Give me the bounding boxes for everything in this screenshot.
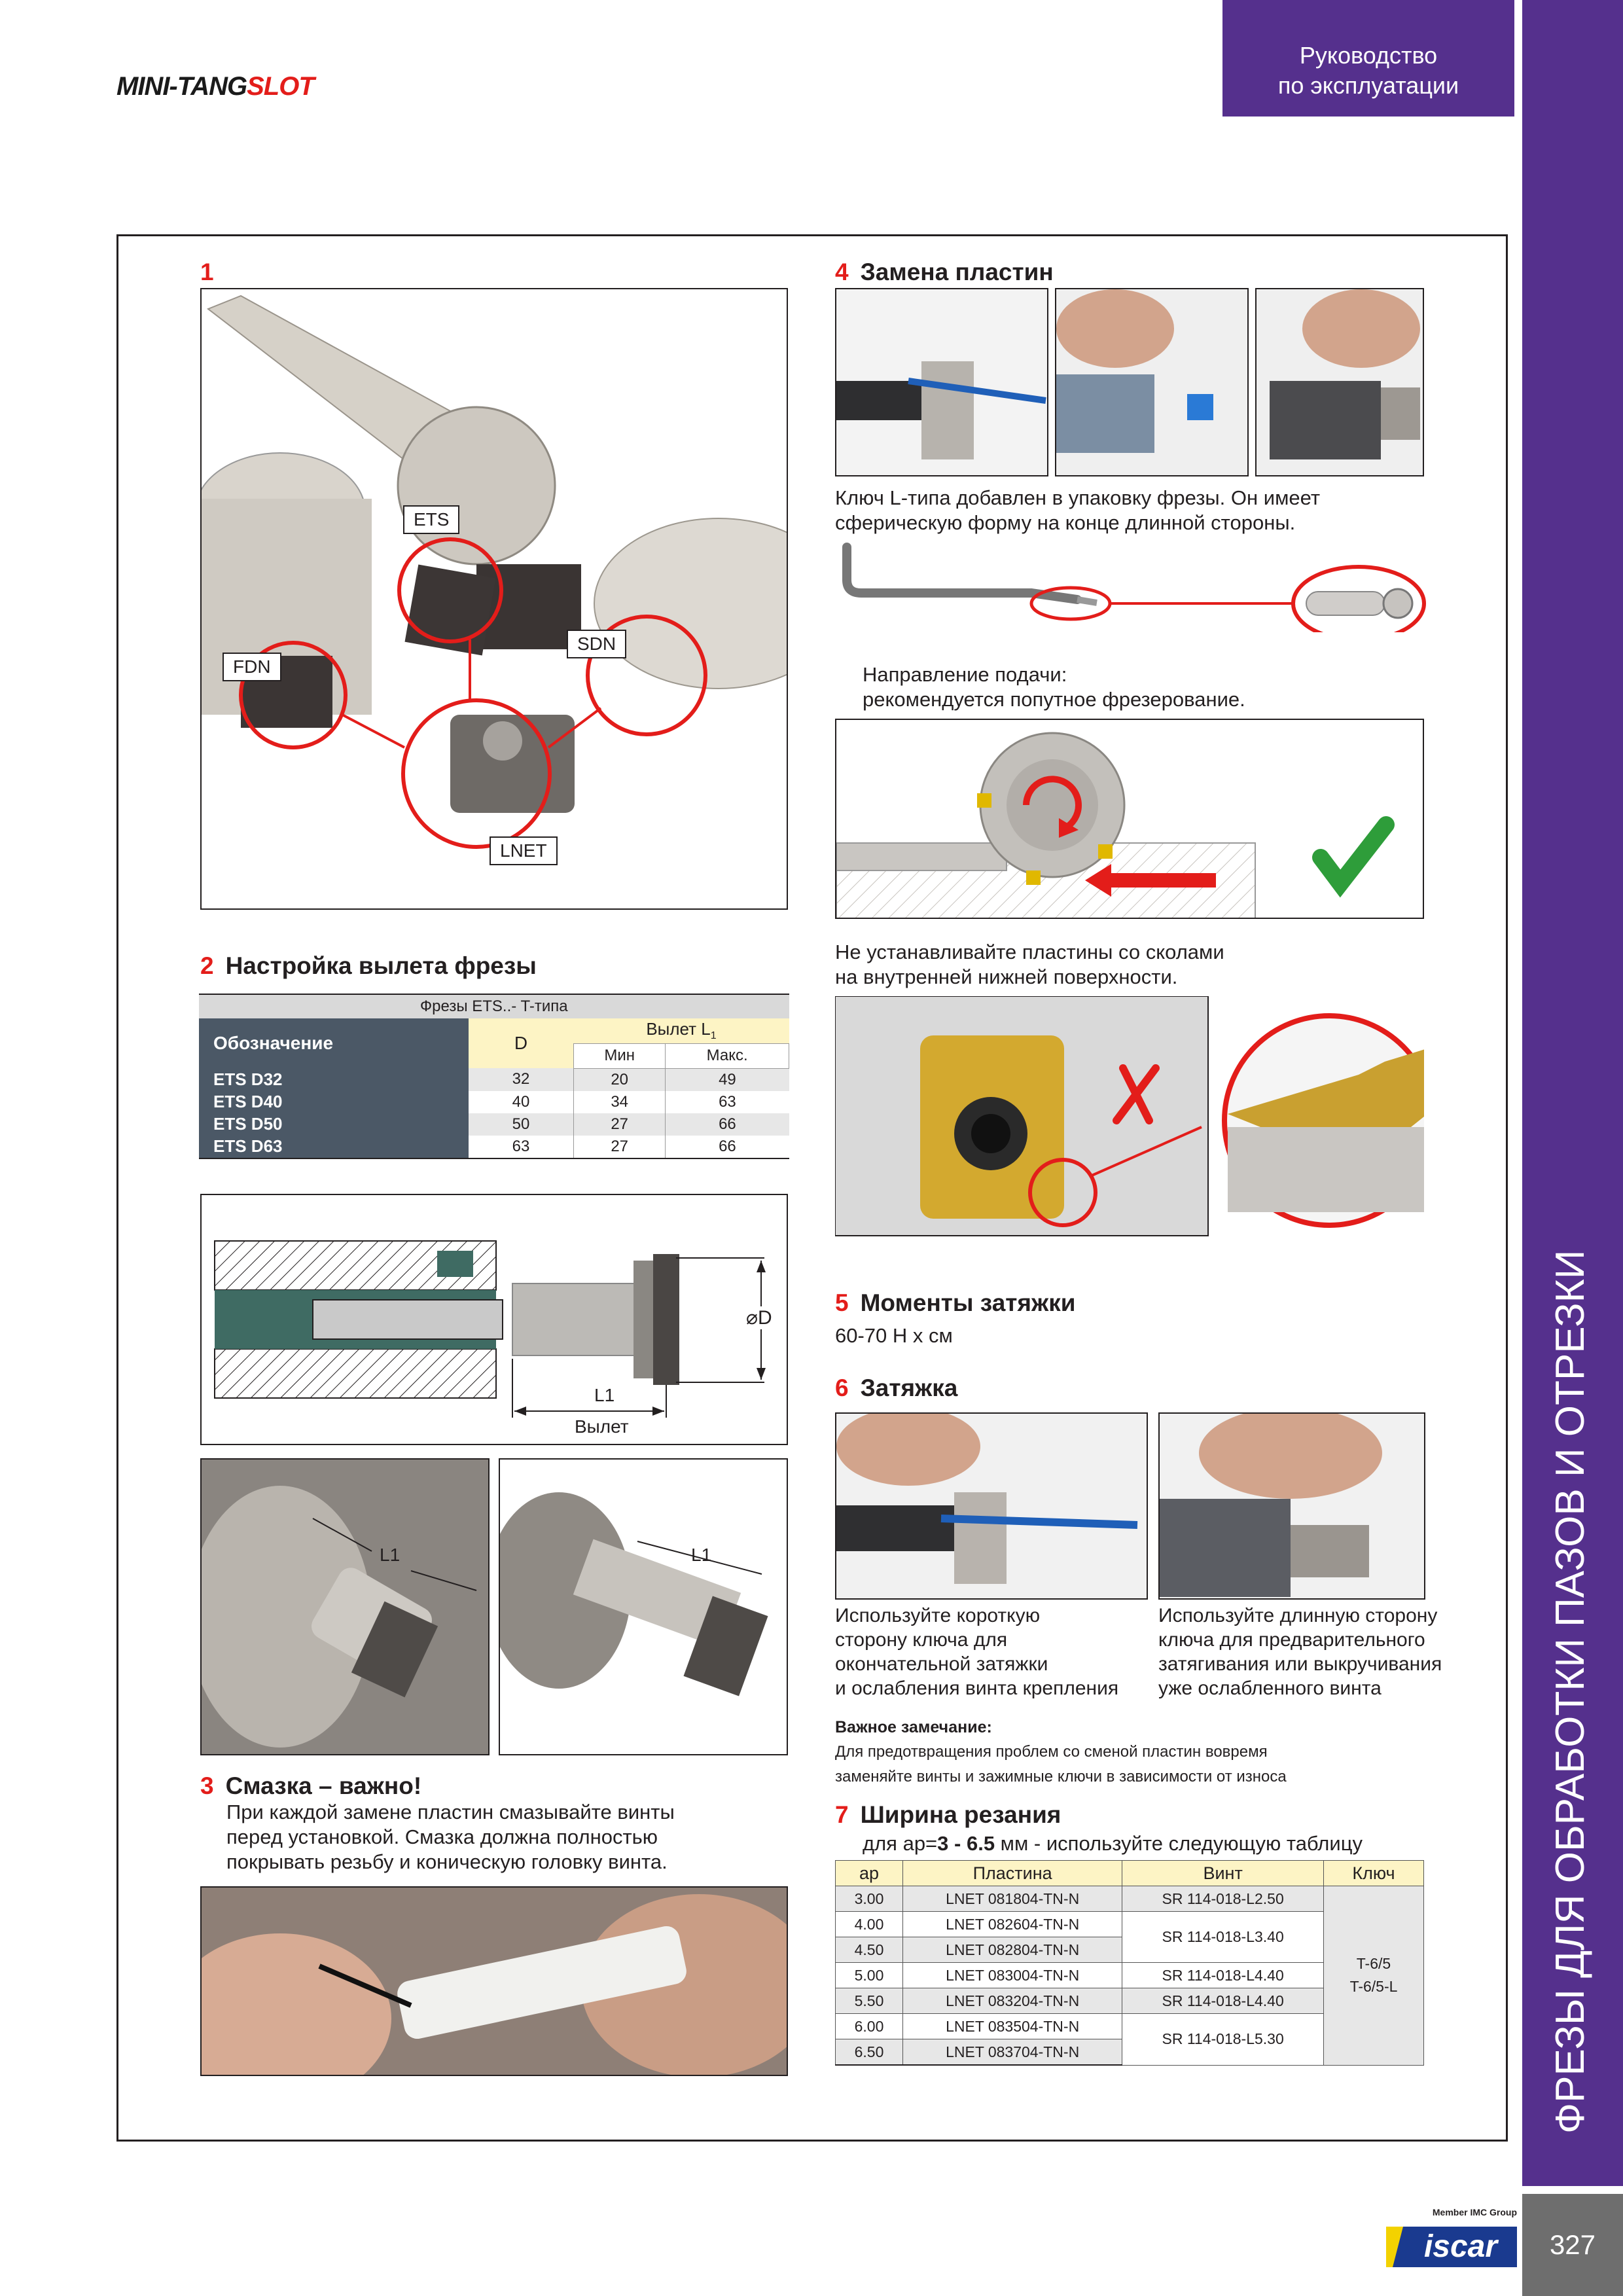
section-3-title: 3 Смазка – важно! (200, 1772, 422, 1799)
col-d: D (469, 1018, 574, 1068)
insert-change-photo-3-image (1257, 289, 1424, 476)
torque-value: 60-70 Н х см (835, 1324, 953, 1347)
cutting-width-table (835, 1860, 1424, 2066)
table-row: ETS D63 63 27 66 (199, 1136, 789, 1158)
tightening-left-text: Используйте короткую сторону ключа для окончательной затяжки и ослабления винта крепления (835, 1605, 1119, 1699)
insert-change-photo-1 (835, 288, 1048, 476)
note-title: Важное замечание: (835, 1718, 992, 1736)
col-designation: Обозначение (199, 1018, 469, 1068)
chipped-insert-image (835, 996, 1424, 1265)
col-min: Мин (574, 1043, 666, 1068)
col-max: Макс. (666, 1043, 789, 1068)
table-row: 5.50 LNET 083204-TN-N SR 114-018-L4.40 (836, 1988, 1424, 2014)
feed-direction-image (835, 719, 1424, 919)
member-text: Member IMC Group (1432, 2207, 1517, 2217)
page-number: 327 (1522, 2194, 1623, 2296)
diameter-label: ⌀D (746, 1307, 772, 1329)
photo-2-l1: L1 (691, 1545, 712, 1565)
iscar-logo-icon (1386, 2223, 1517, 2275)
tag-sdn: SDN (567, 630, 626, 658)
overhang-diagram (200, 1194, 788, 1445)
section-7-title: 7 Ширина резания (835, 1801, 1061, 1828)
manual-label-line1: Руководство (1299, 42, 1438, 69)
overhang-label: Вылет (575, 1416, 629, 1437)
tightening-photo-2 (1158, 1412, 1425, 1600)
l-key-drawing (835, 541, 1431, 632)
section-7-subtitle: для ap=3 - 6.5 мм - используйте следующую таблицу (863, 1832, 1363, 1855)
table-row: ETS D50 50 27 66 (199, 1113, 789, 1136)
table-row: 5.00 LNET 083004-TN-N SR 114-018-L4.40 (836, 1963, 1424, 1988)
table-row: 6.00 LNET 083504-TN-N SR 114-018-L5.30 (836, 2014, 1424, 2039)
section-1-image (200, 288, 788, 910)
grease-application-photo (202, 1888, 788, 2076)
important-note (835, 1715, 1424, 1789)
insert-change-photo-1-image (836, 289, 1048, 476)
table-row: 6.50 LNET 083704-TN-N (836, 2039, 1424, 2066)
col-key: Ключ (1324, 1861, 1424, 1886)
tag-lnet: LNET (490, 836, 558, 865)
note-line-1: Для предотвращения проблем со сменой пластин вовремя (835, 1743, 1268, 1761)
overhang-photo-2 (499, 1458, 788, 1755)
section-6-title: 6 Затяжка (835, 1374, 958, 1401)
manual-label-line2: по эксплуатации (1277, 72, 1459, 99)
section-3-text: При каждой замене пластин смазывайте винты перед установкой. Смазка должна полностью покрывать резьбу и коническую головку винта. (226, 1801, 675, 1873)
tightening-photo-2-image (1160, 1414, 1425, 1600)
section-5-title: 5 Моменты затяжки (835, 1289, 1076, 1316)
section-1-number: 1 (200, 259, 214, 285)
chip-text: Не устанавливайте пластины со сколами на внутренней нижней поверхности. (835, 941, 1224, 988)
tag-ets: ETS (403, 505, 459, 534)
col-insert: Пластина (903, 1861, 1122, 1886)
side-title (1531, 1119, 1610, 2179)
table-row: 4.50 LNET 082804-TN-N (836, 1937, 1424, 1963)
col-overhang: Вылет $L_1$ (574, 1018, 789, 1043)
logo-part-1: MINI-TANG (116, 72, 247, 101)
note-line-2: заменяйте винты и зажимные ключи в зависимости от износа (835, 1768, 1287, 1785)
tag-fdn: FDN (223, 653, 281, 681)
key-cell: T-6/5 T-6/5-L (1324, 1886, 1424, 2066)
col-screw: Винт (1122, 1861, 1324, 1886)
brand-name: iscar (1423, 2229, 1498, 2264)
grease-photo (200, 1886, 788, 2076)
l1-label: L1 (594, 1385, 615, 1405)
insert-change-photo-2 (1055, 288, 1249, 476)
section-4-title: 4 Замена пластин (835, 259, 1054, 285)
table-row: ETS D32 32 20 49 (199, 1068, 789, 1091)
chipped-insert-drawing (835, 996, 1424, 1265)
logo-part-2: SLOT (247, 72, 314, 101)
section-2-title: 2 Настройка вылета фрезы (200, 952, 537, 979)
manual-label (1222, 0, 1514, 117)
side-title-text: ФРЕЗЫ ДЛЯ ОБРАБОТКИ ПАЗОВ И ОТРЕЗКИ (1548, 1249, 1593, 2134)
table-caption: Фрезы ETS..- T-типа (199, 994, 789, 1018)
key-text: Ключ L-типа добавлен в упаковку фрезы. Он имеет сферическую форму на конце длинной стороны. (835, 486, 1321, 534)
table-row: 3.00 LNET 081804-TN-N SR 114-018-L2.50 T-6/5 T-6/5-L (836, 1886, 1424, 1912)
tightening-right-text: Используйте длинную сторону ключа для предварительного затягивания или выкручивания уже ослабленного винта (1158, 1605, 1442, 1699)
feed-text: Направление подачи: рекомендуется попутное фрезерование. (863, 663, 1245, 711)
iscar-logo (1386, 2207, 1517, 2279)
table-row: 4.00 LNET 082604-TN-N SR 114-018-L3.40 (836, 1912, 1424, 1937)
tightening-photo-1 (835, 1412, 1148, 1600)
ets-shank-photo (500, 1460, 788, 1755)
overhang-photo-1 (200, 1458, 490, 1755)
table-row: ETS D40 40 34 63 (199, 1091, 789, 1113)
ets-mounted-photo (202, 1460, 490, 1755)
insert-change-photo-3 (1255, 288, 1424, 476)
brand-logo (116, 72, 314, 101)
insert-change-photo-2-image (1056, 289, 1249, 476)
photo-1-l1: L1 (380, 1545, 401, 1565)
overhang-section-drawing (202, 1195, 788, 1445)
climb-milling-drawing (836, 720, 1424, 919)
tightening-photo-1-image (836, 1414, 1148, 1600)
overhang-table (199, 994, 789, 1159)
col-ap: ap (836, 1861, 903, 1886)
cutter-family-illustration (202, 289, 788, 910)
